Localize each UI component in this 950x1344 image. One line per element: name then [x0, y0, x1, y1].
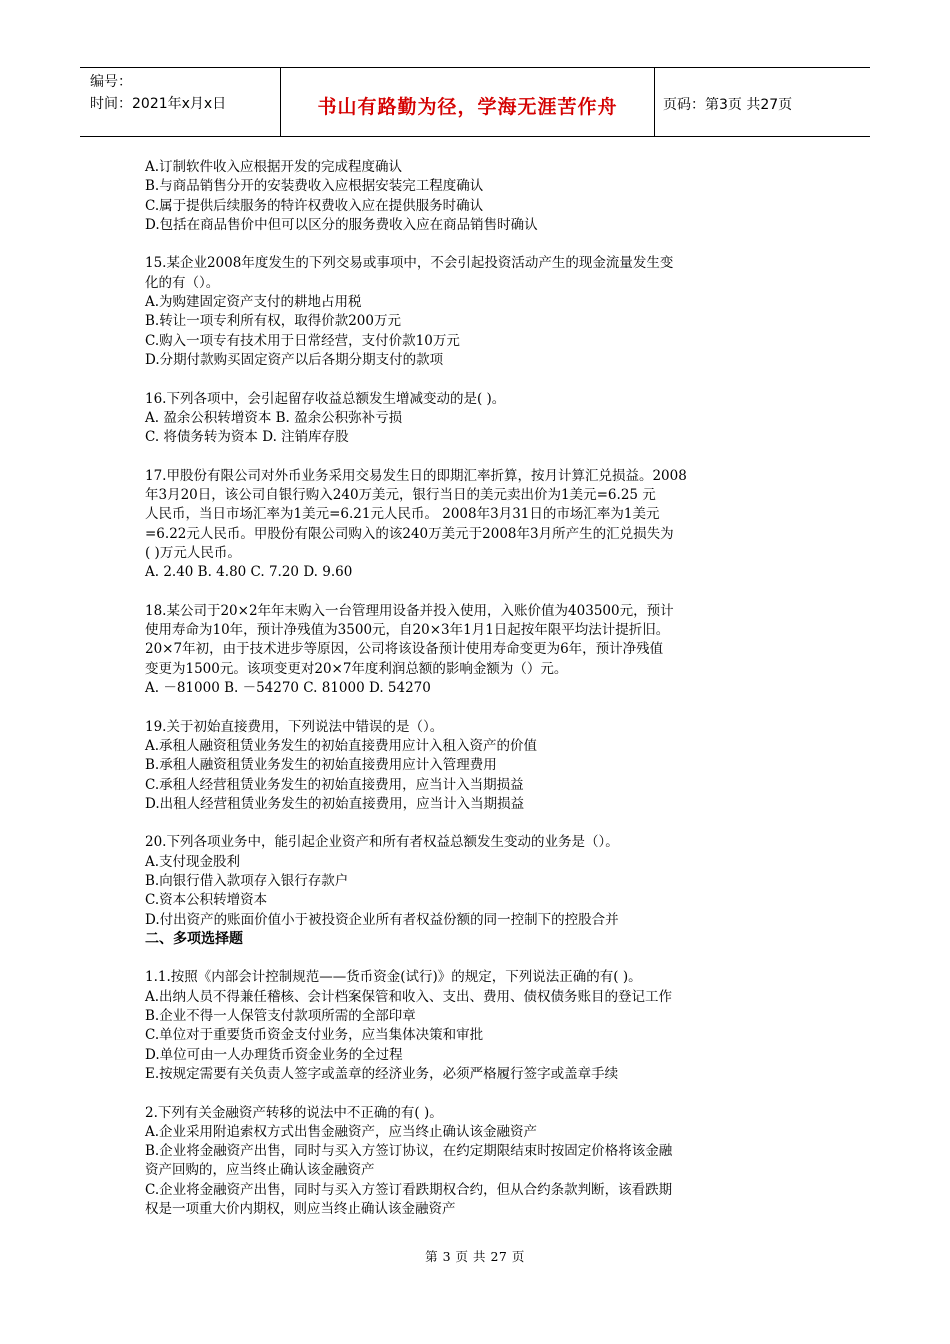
text-line: A.承租人融资租赁业务发生的初始直接费用应计入租入资产的价值 — [145, 737, 538, 754]
text-line: A. －81000 B. －54270 C. 81000 D. 54270 — [145, 680, 431, 697]
text-line: D.单位可由一人办理货币资金业务的全过程 — [145, 1046, 403, 1063]
blank-line — [145, 235, 810, 254]
text-line: E.按规定需要有关负责人签字或盖章的经济业务，必须严格履行签字或盖章手续 — [145, 1065, 619, 1082]
text-line: 19.关于初始直接费用，下列说法中错误的是（）。 — [145, 718, 444, 735]
text-line: A.订制软件收入应根据开发的完成程度确认 — [145, 159, 403, 175]
text-line: 17.甲股份有限公司对外币业务采用交易发生日的即期汇率折算，按月计算汇兑损益。2008 — [145, 467, 687, 484]
text-line: 资产回购的，应当终止确认该金融资产 — [145, 1162, 375, 1179]
text-line: 20×7年初，由于技术进步等原因，公司将该设备预计使用寿命变更为6年，预计净残值 — [145, 641, 664, 658]
page-header — [80, 67, 870, 137]
text-line: 使用寿命为10年，预计净残值为3500元，自20×3年1月1日起按年限平均法计提折旧。 — [145, 622, 670, 639]
text-line: B.与商品销售分开的安装费收入应根据安装完工程度确认 — [145, 178, 484, 195]
document-body — [145, 158, 810, 1219]
text-line: C. 将债务转为资本 D. 注销库存股 — [145, 429, 349, 446]
text-line: 1.1.按照《内部会计控制规范——货币资金(试行)》的规定，下列说法正确的有( )。 — [145, 969, 642, 986]
text-line: D.分期付款购买固定资产以后各期分期支付的款项 — [145, 351, 444, 368]
blank-line — [145, 814, 810, 833]
text-line: 16.下列各项中，会引起留存收益总额发生增减变动的是( )。 — [145, 390, 506, 407]
text-line: 年3月20日，该公司自银行购入240万美元，银行当日的美元卖出价为1美元=6.25 元 — [145, 487, 656, 504]
text-line: C.资本公积转增资本 — [145, 892, 268, 909]
text-line: 人民币，当日市场汇率为1美元=6.21元人民币。 2008年3月31日的市场汇率为1美元 — [145, 506, 660, 523]
text-line: 权是一项重大价内期权，则应当终止确认该金融资产 — [145, 1201, 456, 1218]
blank-line — [145, 1084, 810, 1103]
text-line: A.为购建固定资产支付的耕地占用税 — [145, 294, 362, 311]
text-line: D.包括在商品售价中但可以区分的服务费收入应在商品销售时确认 — [145, 216, 538, 233]
text-line: B.转让一项专利所有权，取得价款200万元 — [145, 313, 401, 330]
header-meta — [80, 68, 281, 136]
text-line: A.支付现金股利 — [145, 853, 241, 870]
header-page-number: 页码：第3页 共27页 — [663, 97, 793, 113]
blank-line — [145, 698, 810, 717]
text-line: C.购入一项专有技术用于日常经营，支付价款10万元 — [145, 332, 460, 349]
blank-line — [145, 949, 810, 968]
header-motto: 书山有路勤为径，学海无涯苦作舟 — [281, 68, 655, 136]
text-line: A. 2.40 B. 4.80 C. 7.20 D. 9.60 — [145, 564, 353, 581]
text-line: D.付出资产的账面价值小于被投资企业所有者权益份额的同一控制下的控股合并 — [145, 911, 619, 928]
text-line: A.企业采用附追索权方式出售金融资产，应当终止确认该金融资产 — [145, 1123, 538, 1140]
blank-line — [145, 370, 810, 389]
text-line: 18.某公司于20×2年年末购入一台管理用设备并投入使用，入账价值为403500元，预计 — [145, 602, 674, 619]
text-line: 20.下列各项业务中，能引起企业资产和所有者权益总额发生变动的业务是（）。 — [145, 834, 619, 851]
text-line: 化的有（）。 — [145, 274, 220, 291]
header-number: 编号： — [90, 74, 132, 90]
text-line: =6.22元人民币。甲股份有限公司购入的该240万美元于2008年3月所产生的汇兑损失为 — [145, 525, 674, 542]
text-line: C.承租人经营租赁业务发生的初始直接费用，应当计入当期损益 — [145, 776, 524, 793]
text-line: B.企业不得一人保管支付款项所需的全部印章 — [145, 1008, 416, 1025]
page-footer: 第 3 页 共 27 页 — [425, 1249, 525, 1264]
text-line: C.属于提供后续服务的特许权费收入应在提供服务时确认 — [145, 197, 484, 214]
text-line: B.承租人融资租赁业务发生的初始直接费用应计入管理费用 — [145, 757, 497, 774]
section-heading: 二、多项选择题 — [145, 930, 243, 947]
header-time: 时间：2021年x月x日 — [90, 96, 227, 112]
text-line: 15.某企业2008年度发生的下列交易或事项中，不会引起投资活动产生的现金流量发生变 — [145, 255, 674, 272]
text-line: A.出纳人员不得兼任稽核、会计档案保管和收入、支出、费用、债权债务账目的登记工作 — [145, 988, 673, 1005]
text-line: B.向银行借入款项存入银行存款户 — [145, 872, 349, 889]
text-line: 变更为1500元。该项变更对20×7年度利润总额的影响金额为（）元。 — [145, 660, 568, 677]
text-line: 2.下列有关金融资产转移的说法中不正确的有( )。 — [145, 1104, 443, 1121]
text-line: D.出租人经营租赁业务发生的初始直接费用，应当计入当期损益 — [145, 795, 525, 812]
text-line: C.企业将金融资产出售，同时与买入方签订看跌期权合约，但从合约条款判断，该看跌期 — [145, 1181, 673, 1198]
text-line: A. 盈余公积转增资本 B. 盈余公积弥补亏损 — [145, 409, 403, 426]
text-line: ( )万元人民币。 — [145, 544, 241, 561]
blank-line — [145, 583, 810, 602]
blank-line — [145, 447, 810, 466]
text-line: C.单位对于重要货币资金支付业务，应当集体决策和审批 — [145, 1027, 484, 1044]
text-line: B.企业将金融资产出售，同时与买入方签订协议，在约定期限结束时按固定价格将该金融 — [145, 1143, 673, 1160]
